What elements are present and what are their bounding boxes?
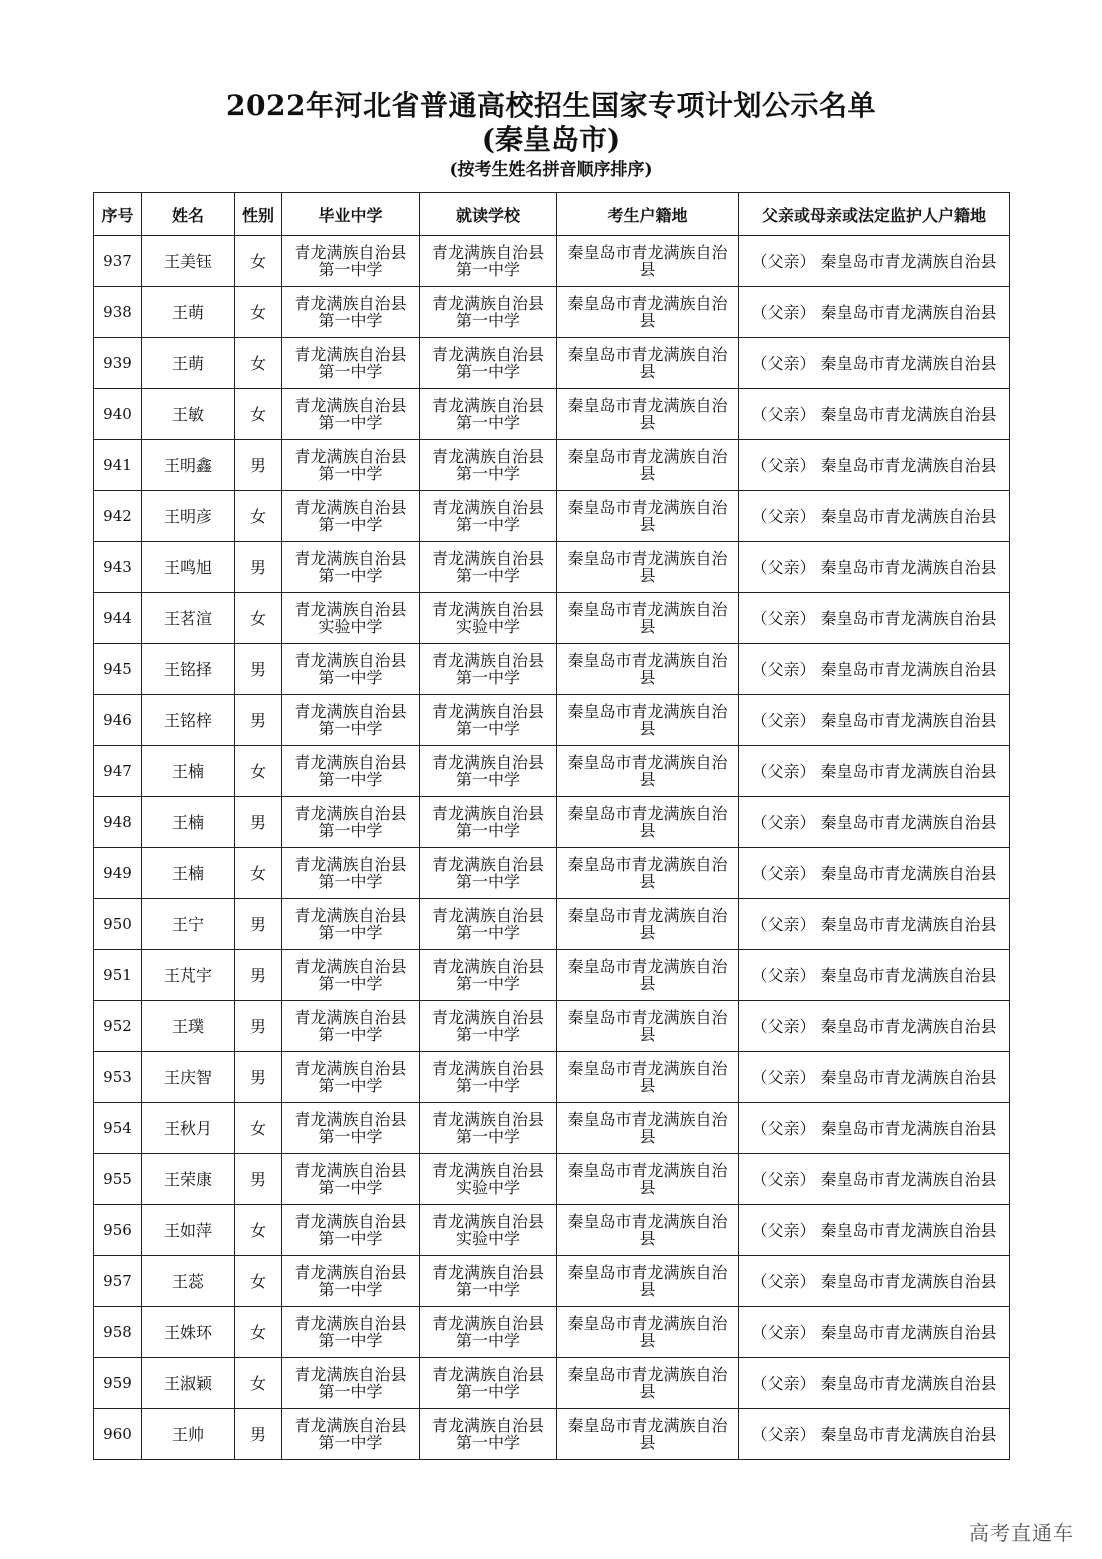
- cell-household: 秦皇岛市青龙满族自治县: [557, 593, 739, 644]
- cell-household: 秦皇岛市青龙满族自治县: [557, 491, 739, 542]
- cell-gender: 女: [235, 1358, 282, 1409]
- cell-current-school: 青龙满族自治县第一中学: [420, 287, 557, 338]
- cell-graduated-school: 青龙满族自治县第一中学: [282, 1154, 420, 1205]
- cell-name: 王铭梓: [142, 695, 235, 746]
- cell-current-school: 青龙满族自治县第一中学: [420, 950, 557, 1001]
- cell-household: 秦皇岛市青龙满族自治县: [557, 440, 739, 491]
- cell-guardian-household: （父亲） 秦皇岛市青龙满族自治县: [739, 1358, 1010, 1409]
- cell-gender: 男: [235, 899, 282, 950]
- cell-gender: 女: [235, 338, 282, 389]
- cell-index: 947: [94, 746, 142, 797]
- cell-index: 946: [94, 695, 142, 746]
- cell-graduated-school: 青龙满族自治县第一中学: [282, 1001, 420, 1052]
- cell-gender: 女: [235, 1256, 282, 1307]
- cell-guardian-household: （父亲） 秦皇岛市青龙满族自治县: [739, 491, 1010, 542]
- table-row: [94, 695, 1010, 746]
- page-subtitle: (秦皇岛市): [481, 123, 621, 156]
- cell-name: 王芃宇: [142, 950, 235, 1001]
- cell-guardian-household: （父亲） 秦皇岛市青龙满族自治县: [739, 1256, 1010, 1307]
- table-row: [94, 440, 1010, 491]
- col-header-current-school: 就读学校: [420, 193, 557, 236]
- cell-name: 王蕊: [142, 1256, 235, 1307]
- cell-graduated-school: 青龙满族自治县第一中学: [282, 746, 420, 797]
- cell-household: 秦皇岛市青龙满族自治县: [557, 236, 739, 287]
- table-row: [94, 389, 1010, 440]
- cell-household: 秦皇岛市青龙满族自治县: [557, 797, 739, 848]
- col-header-index: 序号: [94, 193, 142, 236]
- cell-name: 王帅: [142, 1409, 235, 1460]
- cell-gender: 男: [235, 1001, 282, 1052]
- cell-graduated-school: 青龙满族自治县第一中学: [282, 950, 420, 1001]
- col-header-graduated-school: 毕业中学: [282, 193, 420, 236]
- cell-gender: 女: [235, 1103, 282, 1154]
- table-row: [94, 287, 1010, 338]
- cell-current-school: 青龙满族自治县第一中学: [420, 1256, 557, 1307]
- cell-gender: 女: [235, 389, 282, 440]
- page-title: 2022年河北省普通高校招生国家专项计划公示名单: [226, 89, 876, 122]
- cell-gender: 男: [235, 950, 282, 1001]
- cell-gender: 女: [235, 1205, 282, 1256]
- cell-name: 王明彦: [142, 491, 235, 542]
- cell-guardian-household: （父亲） 秦皇岛市青龙满族自治县: [739, 1154, 1010, 1205]
- cell-current-school: 青龙满族自治县第一中学: [420, 338, 557, 389]
- cell-name: 王茗渲: [142, 593, 235, 644]
- cell-current-school: 青龙满族自治县第一中学: [420, 440, 557, 491]
- cell-graduated-school: 青龙满族自治县实验中学: [282, 593, 420, 644]
- cell-household: 秦皇岛市青龙满族自治县: [557, 1307, 739, 1358]
- cell-name: 王楠: [142, 848, 235, 899]
- cell-name: 王如萍: [142, 1205, 235, 1256]
- cell-name: 王庆智: [142, 1052, 235, 1103]
- cell-graduated-school: 青龙满族自治县第一中学: [282, 797, 420, 848]
- col-header-household: 考生户籍地: [557, 193, 739, 236]
- cell-graduated-school: 青龙满族自治县第一中学: [282, 1205, 420, 1256]
- table-row: [94, 746, 1010, 797]
- table-row: [94, 1256, 1010, 1307]
- cell-gender: 男: [235, 1409, 282, 1460]
- roster-table: [93, 192, 1010, 1460]
- cell-guardian-household: （父亲） 秦皇岛市青龙满族自治县: [739, 950, 1010, 1001]
- cell-gender: 男: [235, 695, 282, 746]
- cell-household: 秦皇岛市青龙满族自治县: [557, 542, 739, 593]
- cell-current-school: 青龙满族自治县第一中学: [420, 389, 557, 440]
- cell-gender: 女: [235, 287, 282, 338]
- cell-guardian-household: （父亲） 秦皇岛市青龙满族自治县: [739, 1307, 1010, 1358]
- cell-guardian-household: （父亲） 秦皇岛市青龙满族自治县: [739, 593, 1010, 644]
- cell-household: 秦皇岛市青龙满族自治县: [557, 746, 739, 797]
- cell-household: 秦皇岛市青龙满族自治县: [557, 1052, 739, 1103]
- cell-graduated-school: 青龙满族自治县第一中学: [282, 1256, 420, 1307]
- cell-index: 950: [94, 899, 142, 950]
- cell-household: 秦皇岛市青龙满族自治县: [557, 848, 739, 899]
- cell-gender: 女: [235, 1307, 282, 1358]
- cell-gender: 女: [235, 593, 282, 644]
- cell-index: 942: [94, 491, 142, 542]
- cell-name: 王璞: [142, 1001, 235, 1052]
- cell-graduated-school: 青龙满族自治县第一中学: [282, 1307, 420, 1358]
- cell-index: 955: [94, 1154, 142, 1205]
- cell-index: 944: [94, 593, 142, 644]
- cell-graduated-school: 青龙满族自治县第一中学: [282, 1409, 420, 1460]
- table-row: [94, 899, 1010, 950]
- sort-note: (按考生姓名拼音顺序排序): [449, 160, 653, 180]
- cell-household: 秦皇岛市青龙满族自治县: [557, 338, 739, 389]
- cell-household: 秦皇岛市青龙满族自治县: [557, 1103, 739, 1154]
- table-row: [94, 593, 1010, 644]
- cell-guardian-household: （父亲） 秦皇岛市青龙满族自治县: [739, 236, 1010, 287]
- cell-current-school: 青龙满族自治县第一中学: [420, 491, 557, 542]
- table-row: [94, 236, 1010, 287]
- cell-name: 王美钰: [142, 236, 235, 287]
- cell-name: 王萌: [142, 338, 235, 389]
- cell-graduated-school: 青龙满族自治县第一中学: [282, 440, 420, 491]
- cell-guardian-household: （父亲） 秦皇岛市青龙满族自治县: [739, 644, 1010, 695]
- cell-index: 956: [94, 1205, 142, 1256]
- cell-household: 秦皇岛市青龙满族自治县: [557, 287, 739, 338]
- cell-household: 秦皇岛市青龙满族自治县: [557, 1205, 739, 1256]
- cell-current-school: 青龙满族自治县第一中学: [420, 1001, 557, 1052]
- cell-household: 秦皇岛市青龙满族自治县: [557, 1256, 739, 1307]
- cell-household: 秦皇岛市青龙满族自治县: [557, 950, 739, 1001]
- cell-gender: 女: [235, 848, 282, 899]
- cell-household: 秦皇岛市青龙满族自治县: [557, 1409, 739, 1460]
- cell-current-school: 青龙满族自治县第一中学: [420, 746, 557, 797]
- cell-index: 940: [94, 389, 142, 440]
- cell-gender: 男: [235, 440, 282, 491]
- cell-current-school: 青龙满族自治县第一中学: [420, 695, 557, 746]
- cell-index: 938: [94, 287, 142, 338]
- cell-guardian-household: （父亲） 秦皇岛市青龙满族自治县: [739, 899, 1010, 950]
- cell-guardian-household: （父亲） 秦皇岛市青龙满族自治县: [739, 1001, 1010, 1052]
- cell-guardian-household: （父亲） 秦皇岛市青龙满族自治县: [739, 1052, 1010, 1103]
- cell-gender: 女: [235, 746, 282, 797]
- cell-household: 秦皇岛市青龙满族自治县: [557, 1001, 739, 1052]
- cell-gender: 男: [235, 797, 282, 848]
- table-row: [94, 1409, 1010, 1460]
- table-row: [94, 644, 1010, 695]
- cell-index: 960: [94, 1409, 142, 1460]
- table-row: [94, 1205, 1010, 1256]
- cell-name: 王淑颖: [142, 1358, 235, 1409]
- table-row: [94, 491, 1010, 542]
- cell-guardian-household: （父亲） 秦皇岛市青龙满族自治县: [739, 695, 1010, 746]
- cell-gender: 男: [235, 1154, 282, 1205]
- cell-guardian-household: （父亲） 秦皇岛市青龙满族自治县: [739, 287, 1010, 338]
- cell-household: 秦皇岛市青龙满族自治县: [557, 899, 739, 950]
- cell-graduated-school: 青龙满族自治县第一中学: [282, 389, 420, 440]
- cell-name: 王鸣旭: [142, 542, 235, 593]
- col-header-guardian-household: 父亲或母亲或法定监护人户籍地: [739, 193, 1010, 236]
- cell-name: 王明鑫: [142, 440, 235, 491]
- table-row: [94, 1307, 1010, 1358]
- table-row: [94, 542, 1010, 593]
- cell-index: 941: [94, 440, 142, 491]
- cell-graduated-school: 青龙满族自治县第一中学: [282, 542, 420, 593]
- table-row: [94, 1154, 1010, 1205]
- cell-index: 937: [94, 236, 142, 287]
- cell-graduated-school: 青龙满族自治县第一中学: [282, 899, 420, 950]
- table-row: [94, 1001, 1010, 1052]
- cell-index: 957: [94, 1256, 142, 1307]
- cell-household: 秦皇岛市青龙满族自治县: [557, 695, 739, 746]
- cell-current-school: 青龙满族自治县第一中学: [420, 1358, 557, 1409]
- col-header-name: 姓名: [142, 193, 235, 236]
- cell-name: 王萌: [142, 287, 235, 338]
- cell-current-school: 青龙满族自治县第一中学: [420, 236, 557, 287]
- cell-guardian-household: （父亲） 秦皇岛市青龙满族自治县: [739, 338, 1010, 389]
- cell-index: 959: [94, 1358, 142, 1409]
- table-row: [94, 1358, 1010, 1409]
- cell-index: 953: [94, 1052, 142, 1103]
- cell-guardian-household: （父亲） 秦皇岛市青龙满族自治县: [739, 746, 1010, 797]
- cell-gender: 女: [235, 236, 282, 287]
- cell-index: 954: [94, 1103, 142, 1154]
- table-row: [94, 848, 1010, 899]
- cell-guardian-household: （父亲） 秦皇岛市青龙满族自治县: [739, 797, 1010, 848]
- cell-name: 王荣康: [142, 1154, 235, 1205]
- cell-index: 948: [94, 797, 142, 848]
- cell-name: 王铭择: [142, 644, 235, 695]
- cell-graduated-school: 青龙满族自治县第一中学: [282, 338, 420, 389]
- cell-current-school: 青龙满族自治县第一中学: [420, 1103, 557, 1154]
- cell-guardian-household: （父亲） 秦皇岛市青龙满族自治县: [739, 848, 1010, 899]
- cell-index: 951: [94, 950, 142, 1001]
- cell-gender: 女: [235, 491, 282, 542]
- table-row: [94, 1052, 1010, 1103]
- cell-index: 952: [94, 1001, 142, 1052]
- cell-current-school: 青龙满族自治县第一中学: [420, 797, 557, 848]
- cell-guardian-household: （父亲） 秦皇岛市青龙满族自治县: [739, 1409, 1010, 1460]
- table-row: [94, 797, 1010, 848]
- cell-gender: 男: [235, 1052, 282, 1103]
- cell-graduated-school: 青龙满族自治县第一中学: [282, 1052, 420, 1103]
- cell-index: 945: [94, 644, 142, 695]
- cell-household: 秦皇岛市青龙满族自治县: [557, 1154, 739, 1205]
- cell-name: 王楠: [142, 746, 235, 797]
- cell-current-school: 青龙满族自治县第一中学: [420, 1307, 557, 1358]
- cell-graduated-school: 青龙满族自治县第一中学: [282, 695, 420, 746]
- cell-graduated-school: 青龙满族自治县第一中学: [282, 287, 420, 338]
- cell-index: 958: [94, 1307, 142, 1358]
- cell-name: 王姝环: [142, 1307, 235, 1358]
- cell-gender: 男: [235, 542, 282, 593]
- cell-household: 秦皇岛市青龙满族自治县: [557, 389, 739, 440]
- cell-current-school: 青龙满族自治县实验中学: [420, 593, 557, 644]
- cell-graduated-school: 青龙满族自治县第一中学: [282, 1103, 420, 1154]
- cell-current-school: 青龙满族自治县第一中学: [420, 1409, 557, 1460]
- table-row: [94, 1103, 1010, 1154]
- cell-index: 939: [94, 338, 142, 389]
- cell-graduated-school: 青龙满族自治县第一中学: [282, 1358, 420, 1409]
- cell-name: 王宁: [142, 899, 235, 950]
- cell-index: 943: [94, 542, 142, 593]
- cell-current-school: 青龙满族自治县第一中学: [420, 899, 557, 950]
- cell-current-school: 青龙满族自治县实验中学: [420, 1154, 557, 1205]
- cell-graduated-school: 青龙满族自治县第一中学: [282, 848, 420, 899]
- cell-current-school: 青龙满族自治县第一中学: [420, 1052, 557, 1103]
- cell-current-school: 青龙满族自治县第一中学: [420, 644, 557, 695]
- cell-guardian-household: （父亲） 秦皇岛市青龙满族自治县: [739, 1103, 1010, 1154]
- cell-household: 秦皇岛市青龙满族自治县: [557, 644, 739, 695]
- cell-current-school: 青龙满族自治县实验中学: [420, 1205, 557, 1256]
- cell-name: 王秋月: [142, 1103, 235, 1154]
- cell-guardian-household: （父亲） 秦皇岛市青龙满族自治县: [739, 1205, 1010, 1256]
- cell-guardian-household: （父亲） 秦皇岛市青龙满族自治县: [739, 389, 1010, 440]
- table-row: [94, 950, 1010, 1001]
- cell-graduated-school: 青龙满族自治县第一中学: [282, 236, 420, 287]
- cell-current-school: 青龙满族自治县第一中学: [420, 542, 557, 593]
- cell-graduated-school: 青龙满族自治县第一中学: [282, 644, 420, 695]
- cell-current-school: 青龙满族自治县第一中学: [420, 848, 557, 899]
- watermark: 高考直通车: [969, 1521, 1074, 1545]
- cell-name: 王敏: [142, 389, 235, 440]
- cell-guardian-household: （父亲） 秦皇岛市青龙满族自治县: [739, 440, 1010, 491]
- cell-household: 秦皇岛市青龙满族自治县: [557, 1358, 739, 1409]
- table-row: [94, 338, 1010, 389]
- table-header-row: [94, 193, 1010, 236]
- cell-graduated-school: 青龙满族自治县第一中学: [282, 491, 420, 542]
- cell-gender: 男: [235, 644, 282, 695]
- col-header-gender: 性别: [235, 193, 282, 236]
- cell-guardian-household: （父亲） 秦皇岛市青龙满族自治县: [739, 542, 1010, 593]
- cell-index: 949: [94, 848, 142, 899]
- title-block: [0, 88, 1102, 184]
- cell-name: 王楠: [142, 797, 235, 848]
